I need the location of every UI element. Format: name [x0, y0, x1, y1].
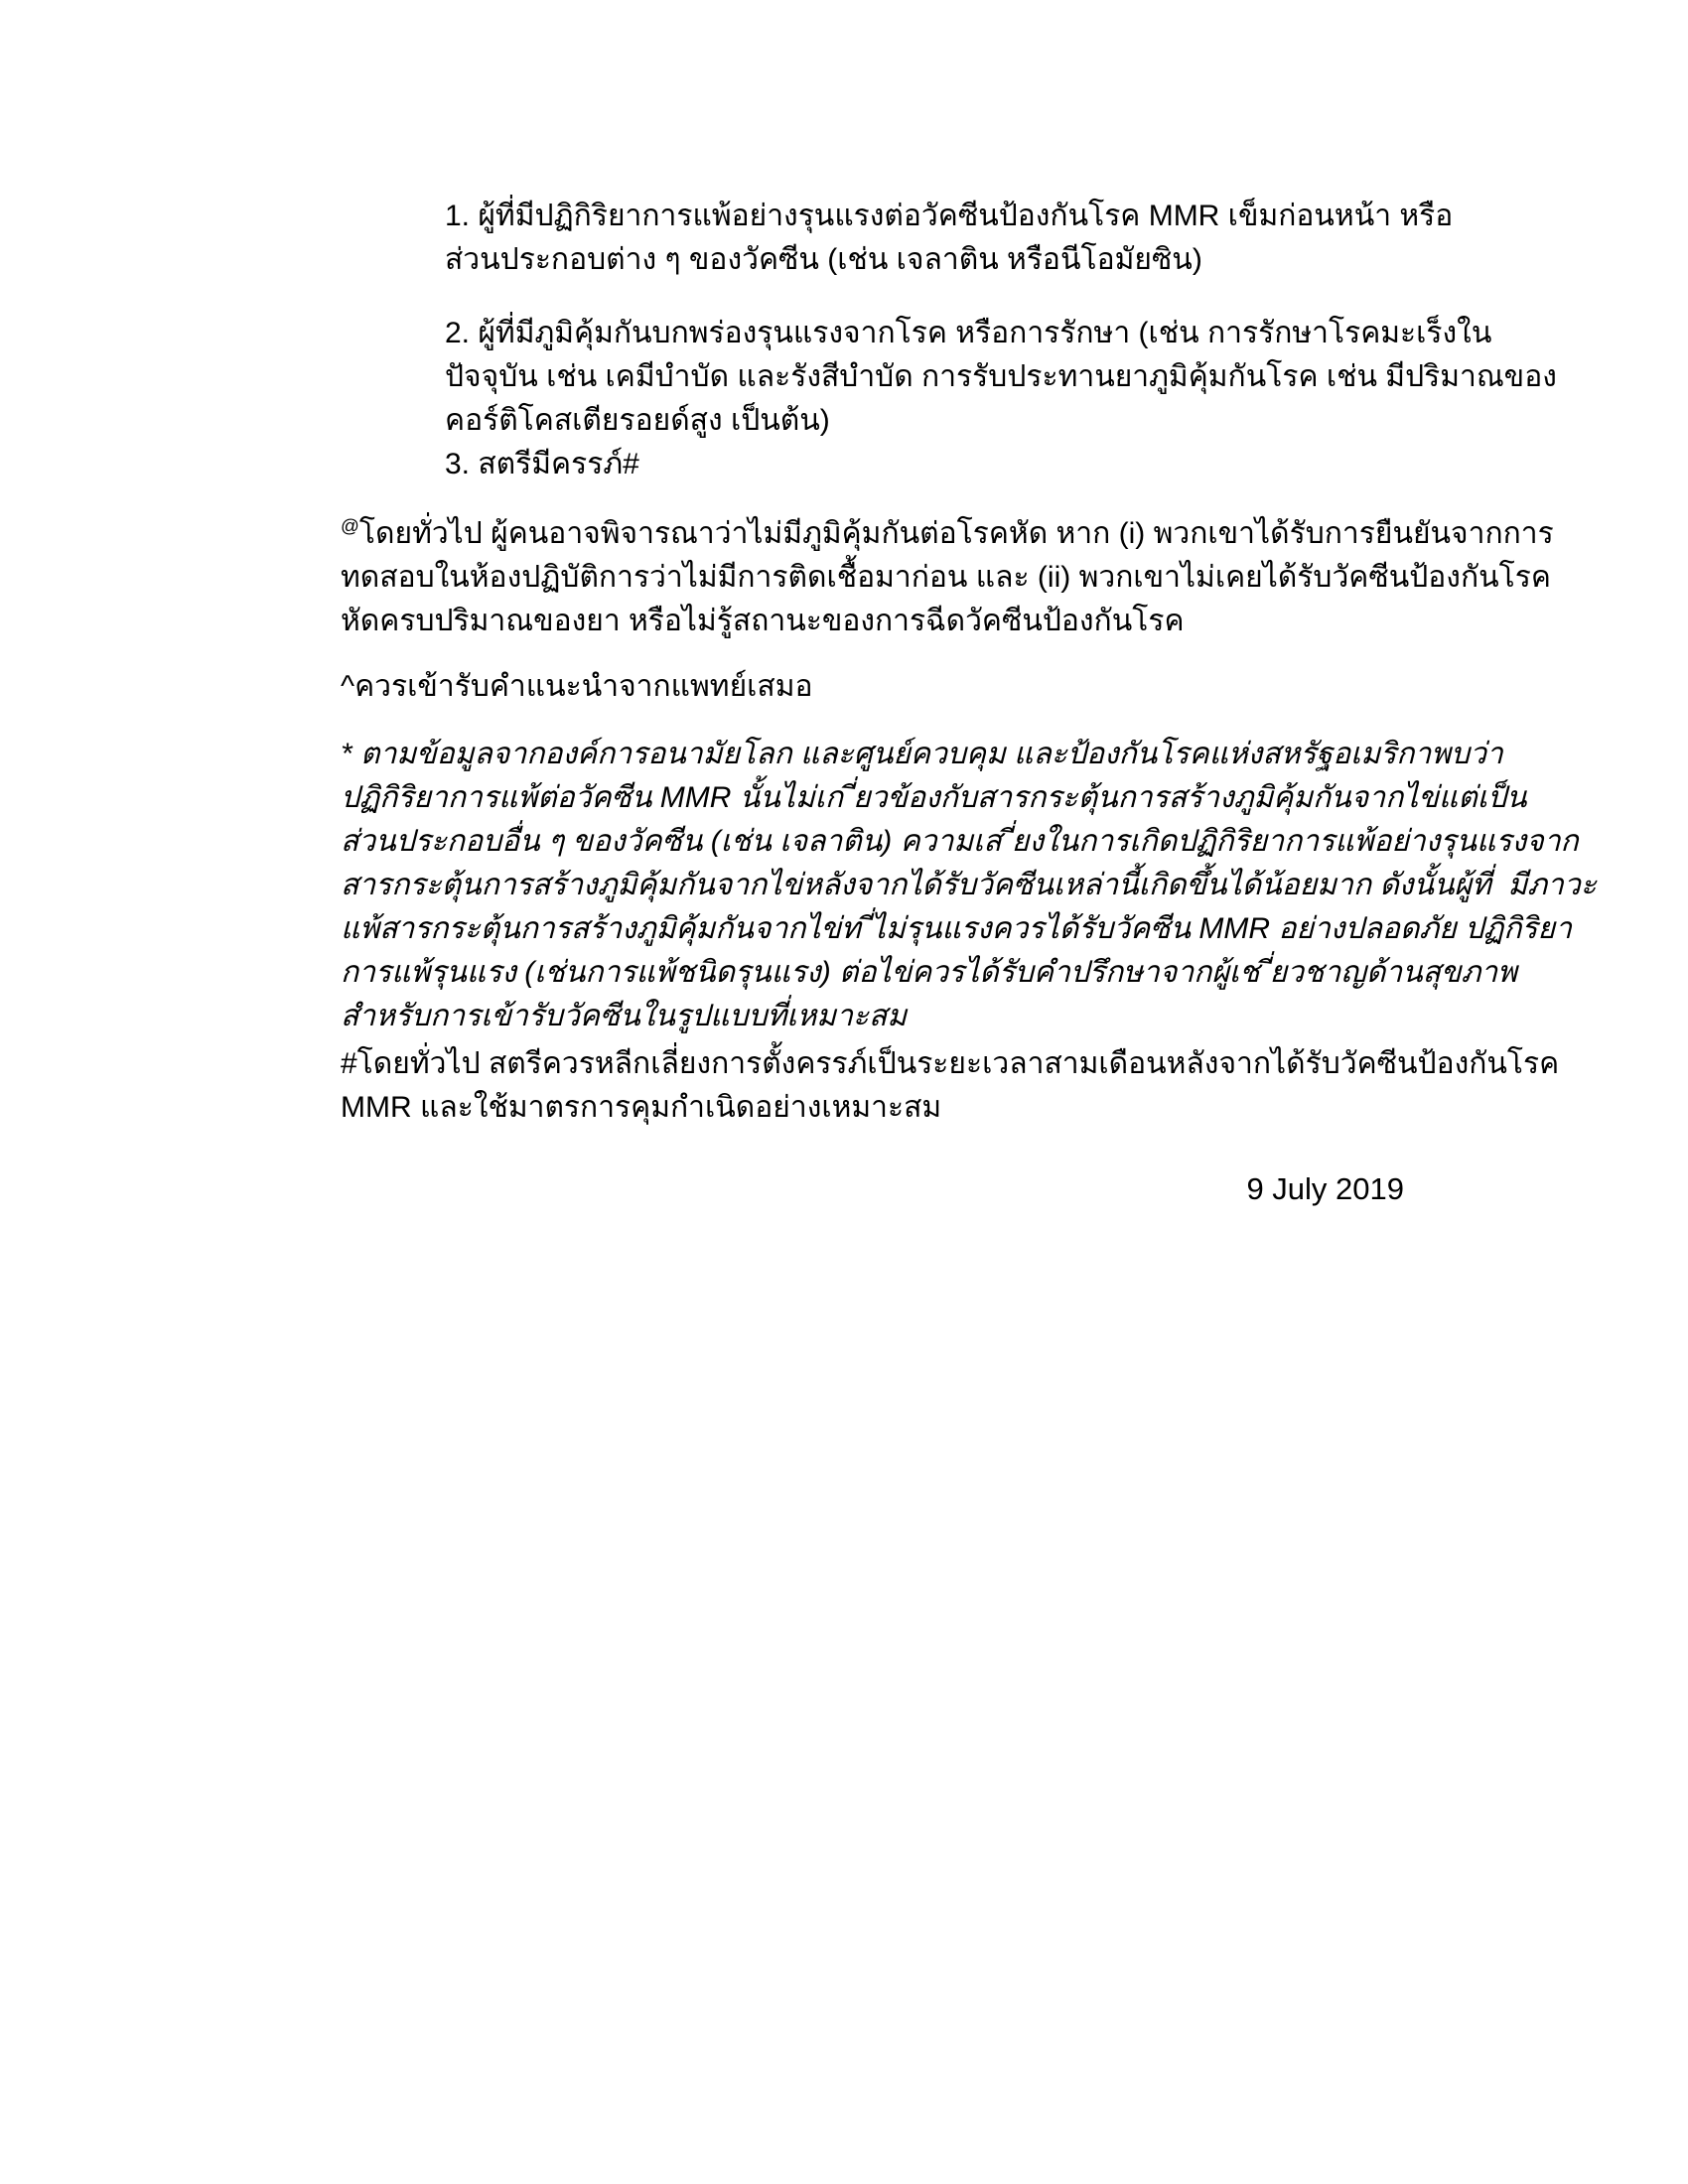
text-line: 3. สตรีมีครรภ์# — [445, 448, 639, 480]
text-line: สำหรับการเข้ารับวัคซีนในรูปแบบที่เหมาะสม — [341, 1000, 908, 1032]
text-line: หัดครบปริมาณของยา หรือไม่รู้สถานะของการฉีดวัคซีนป้องกันโรค — [341, 605, 1185, 637]
note-pregnancy — [341, 1042, 1560, 1130]
text-line-body: โดยทั่วไป ผู้คนอาจพิจารณาว่าไม่มีภูมิคุ้มกันต่อโรคหัด หาก (i) พวกเขาได้รับการยืนยันจากการ — [358, 517, 1554, 550]
note-measles-immunity — [341, 512, 1554, 643]
contraindication-item-1 — [445, 195, 1454, 282]
document-body — [341, 195, 1597, 1211]
text-line: ^ควรเข้ารับคำแนะนำจากแพทย์เสมอ — [341, 670, 813, 703]
text-line: ปฏิกิริยาการแพ้ต่อวัคซีน MMR นั้นไม่เก ี่ยวข้องกับสารกระตุ้นการสร้างภูมิคุ้มกันจากไข่แต่เป็น — [341, 781, 1527, 814]
text-line: คอร์ติโคสเตียรอยด์สูง เป็นต้น) — [445, 404, 830, 437]
text-line: การแพ้รุนแรง (เช่นการแพ้ชนิดรุนแรง) ต่อไข่ควรได้รับคำปรึกษาจากผู้เช ี่ยวชาญด้านสุขภาพ — [341, 956, 1517, 989]
text-line: แพ้สารกระตุ้นการสร้างภูมิคุ้มกันจากไข่ท ี่ไม่รุนแรงควรได้รับวัคซีน MMR อย่างปลอดภัย ปฏิกิริยา — [341, 912, 1572, 945]
document-date: 9 July 2019 — [1246, 1171, 1404, 1206]
text-line: * ตามข้อมูลจากองค์การอนามัยโลก และศูนย์ควบคุม และป้องกันโรคแห่งสหรัฐอเมริกาพบว่า — [341, 738, 1503, 770]
text-line: ส่วนประกอบต่าง ๆ ของวัคซีน (เช่น เจลาติน หรือนีโอมัยซิน) — [445, 243, 1202, 276]
text-line: ปัจจุบัน เช่น เคมีบำบัด และรังสีบำบัด การรับประทานยาภูมิคุ้มกันโรค เช่น มีปริมาณของ — [445, 360, 1557, 393]
contraindication-item-2 — [445, 312, 1557, 443]
contraindication-item-3 — [445, 443, 1429, 486]
text-line: 2. ผู้ที่มีภูมิคุ้มกันบกพร่องรุนแรงจากโรค หรือการรักษา (เช่น การรักษาโรคมะเร็งใน — [445, 317, 1492, 349]
text-line: ทดสอบในห้องปฏิบัติการว่าไม่มีการติดเชื้อมาก่อน และ (ii) พวกเขาไม่เคยได้รับวัคซีนป้องกันโรค — [341, 561, 1551, 594]
text-line: MMR และใช้มาตรการคุมกำเนิดอย่างเหมาะสม — [341, 1091, 942, 1124]
at-marker: @ — [341, 515, 359, 536]
text-line: ส่วนประกอบอื่น ๆ ของวัคซีน (เช่น เจลาติน) ความเส ี่ยงในการเกิดปฏิกิริยาการแพ้อย่างรุนแรงจาก — [341, 825, 1579, 858]
text-line — [341, 512, 1554, 556]
text-line: #โดยทั่วไป สตรีควรหลีกเลี่ยงการตั้งครรภ์เป็นระยะเวลาสามเดือนหลังจากได้รับวัคซีนป้องกันโรค — [341, 1047, 1560, 1080]
text-line: 1. ผู้ที่มีปฏิกิริยาการแพ้อย่างรุนแรงต่อวัคซีนป้องกันโรค MMR เข็มก่อนหน้า หรือ — [445, 200, 1454, 232]
text-line: สารกระตุ้นการสร้างภูมิคุ้มกันจากไข่หลังจากได้รับวัคซีนเหล่านี้เกิดขึ้นได้น้อยมาก ดังนั้นผู้ที่ มีภาวะ — [341, 869, 1597, 901]
note-doctor-advice — [341, 665, 1429, 709]
note-who-cdc — [341, 733, 1597, 1038]
